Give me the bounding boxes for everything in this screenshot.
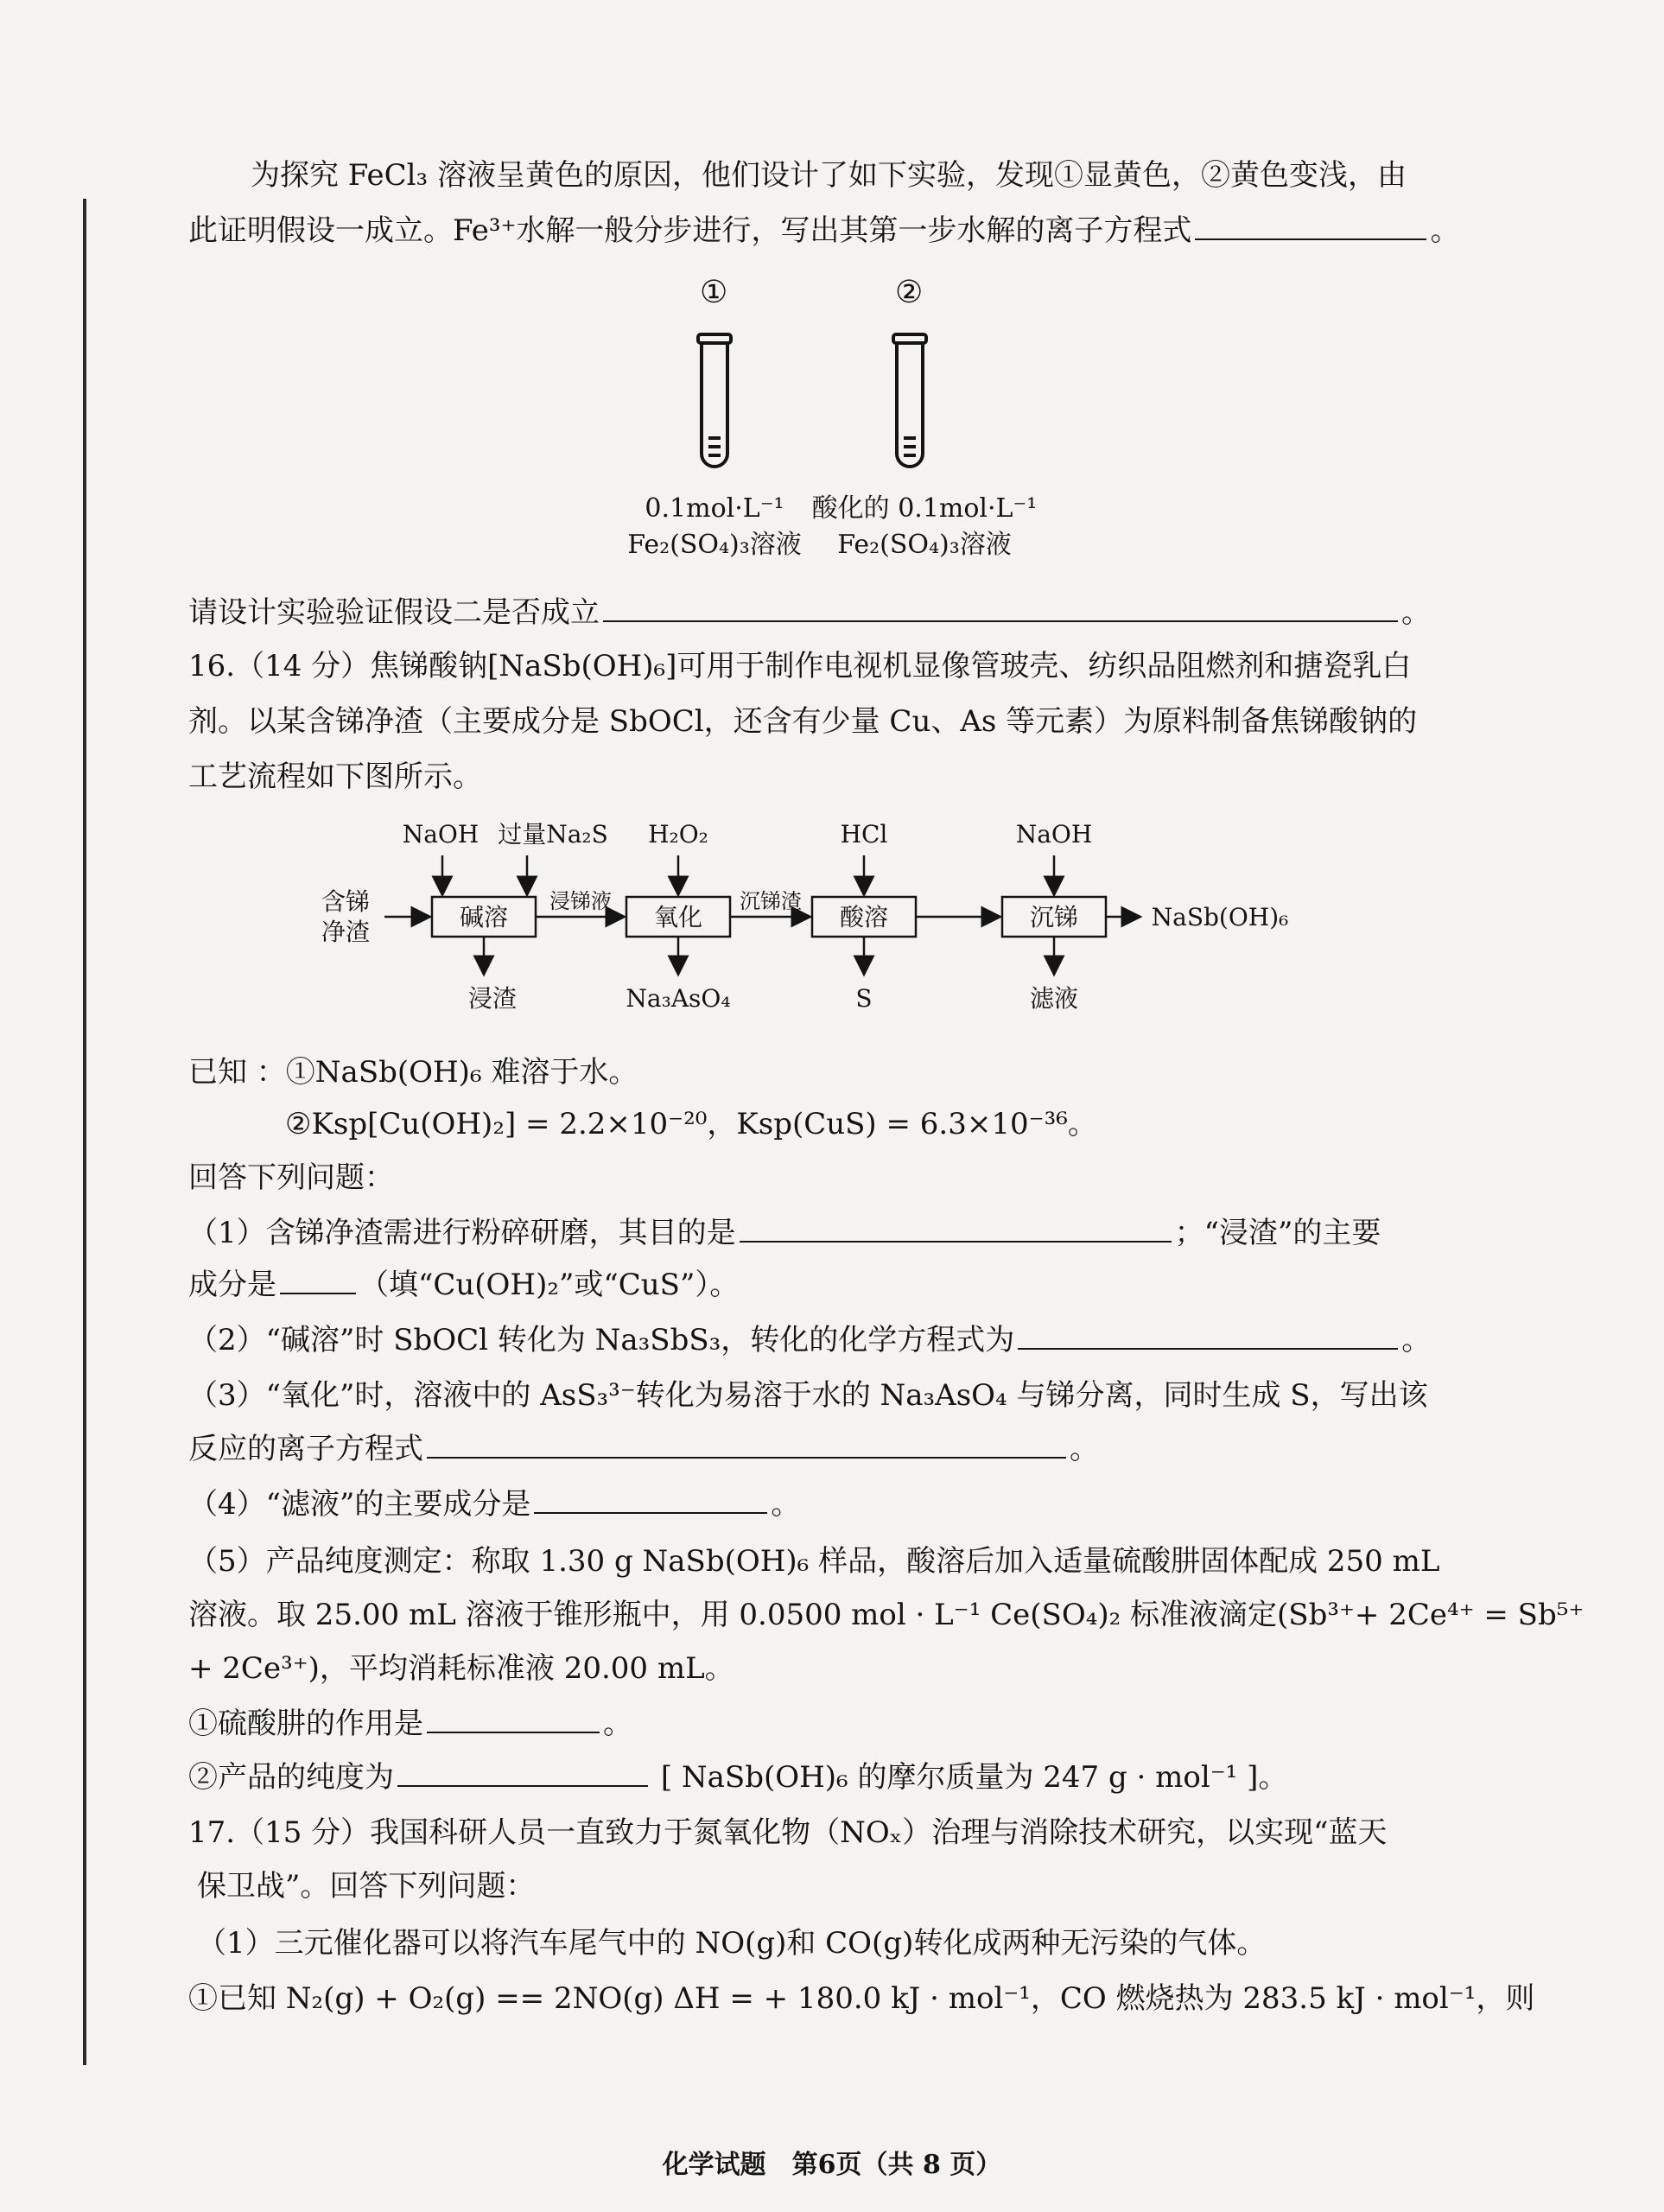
flow-output-3: S [855,984,873,1013]
tube-1-concentration: 0.1mol·L⁻¹ [645,493,784,524]
q16-line-2: 剂。以某含锑净渣（主要成分是 SbOCl，还含有少量 Cu、As 等元素）为原料制备焦锑酸钠的 [188,704,1418,739]
flow-start-1: 含锑 [321,887,371,916]
tube-1-solution: Fe₂(SO₄)₃溶液 [627,530,802,560]
q16-part-1-line-1 [188,1213,1381,1253]
answer-blank[interactable] [534,1486,767,1514]
q17-line-2: 保卫战”。回答下列问题： [197,1869,536,1904]
answer-blank[interactable] [280,1267,356,1294]
answer-blank[interactable] [1018,1322,1398,1350]
q17-line-1: 17.（15 分）我国科研人员一直致力于氮氧化物（NOₓ）治理与消除技术研究，以实现“蓝天 [188,1815,1388,1850]
q16-part-1-line-2 [188,1265,739,1305]
q16-part-4: （4）“滤液”的主要成分是 。 [188,1487,801,1522]
q16-p5-sub2-text: ②产品的纯度为 [188,1760,394,1795]
answer-blank[interactable] [1195,213,1426,240]
flow-input-h2o2: H₂O₂ [648,820,708,849]
q15-verify-text: 请设计实验验证假设二是否成立 [188,595,600,630]
flow-output-1: 浸渣 [467,984,518,1013]
answer-blank[interactable] [603,594,1398,622]
flow-input-na2s: 过量Na₂S [498,820,608,849]
q16-part-3-line-2: 反应的离子方程式 。 [188,1432,1099,1466]
tube-1-mark: ① [700,275,728,310]
q16-part-5-line-1: （5）产品纯度测定：称取 1.30 g NaSb(OH)₆ 样品，酸溶后加入适量硫酸肼固体配成 250 mL [188,1544,1440,1579]
q16-p1-text-a: （1）含锑净渣需进行粉碎研磨，其目的是 [188,1216,736,1250]
flow-step-3: 酸溶 [839,903,889,931]
q16-p4-text: （4）“滤液”的主要成分是 [188,1487,531,1522]
q16-p1-text-d: （填“Cu(OH)₂”或“CuS”）。 [359,1268,740,1302]
q16-p3-text: 反应的离子方程式 [188,1432,423,1466]
test-tube-1 [698,334,731,467]
q15-text-line-2-text: 此证明假设一成立。Fe³⁺水解一般分步进行，写出其第一步水解的离子方程式 [188,213,1192,248]
flow-input-hcl: HCl [840,820,888,849]
q16-known-2: ②Ksp[Cu(OH)₂] = 2.2×10⁻²⁰，Ksp(CuS) = 6.3×10⁻³⁶。 [285,1107,1097,1141]
q16-answer-intro: 回答下列问题： [188,1160,394,1195]
tube-2-mark: ② [895,275,924,310]
flow-step-1: 碱溶 [459,903,509,931]
flow-input-naoh-2: NaOH [1015,820,1093,849]
flow-step-2: 氧化 [653,903,703,931]
process-flow-diagram [311,812,1331,1028]
page-footer: 化学试题 第6页（共 8 页） [662,2150,1002,2180]
flow-link-2: 沉锑渣 [740,889,802,913]
flow-output-2: Na₃AsO₄ [626,984,731,1013]
flow-input-naoh-1: NaOH [402,820,480,849]
tube-2-solution: Fe₂(SO₄)₃溶液 [837,530,1012,560]
q16-part-5-sub-2 [188,1758,1287,1797]
q15-verify-line: 请设计实验验证假设二是否成立 。 [188,595,1431,630]
q16-known-1: 已知 ：①NaSb(OH)₆ 难溶于水。 [188,1055,638,1090]
q16-part-5-sub-1: ①硫酸肼的作用是 。 [188,1707,632,1741]
answer-blank[interactable] [740,1215,1172,1243]
q16-p5-sub2-note: [ NaSb(OH)₆ 的摩尔质量为 247 g · mol⁻¹ ]。 [660,1760,1288,1795]
flow-start-2: 净渣 [321,918,371,946]
q16-p2-text: （2）“碱溶”时 SbOCl 转化为 Na₃SbS₃，转化的化学方程式为 [188,1323,1015,1357]
flow-step-4: 沉锑 [1029,903,1079,931]
flow-link-1: 浸锑液 [549,889,612,913]
q17-line-4: ①已知 N₂(g) + O₂(g) == 2NO(g) ΔH = + 180.0 kJ · mol⁻¹，CO 燃烧热为 283.5 kJ · mol⁻¹，则 [188,1981,1535,2016]
q16-part-2: （2）“碱溶”时 SbOCl 转化为 Na₃SbS₃，转化的化学方程式为 。 [188,1323,1432,1357]
flow-product: NaSb(OH)₆ [1151,903,1289,931]
q16-part-5-line-3: + 2Ce³⁺)，平均消耗标准液 20.00 mL。 [188,1651,734,1686]
q16-part-5-line-2: 溶液。取 25.00 mL 溶液于锥形瓶中，用 0.0500 mol · L⁻¹ Ce(SO₄)₂ 标准液滴定(Sb³⁺+ 2Ce⁴⁺ = Sb⁵⁺ [188,1598,1585,1632]
test-tubes-figure [683,333,942,488]
answer-blank[interactable] [427,1431,1066,1459]
tube-2-concentration: 酸化的 0.1mol·L⁻¹ [811,493,1038,524]
answer-blank[interactable] [427,1706,600,1733]
q17-line-3: （1）三元催化器可以将汽车尾气中的 NO(g)和 CO(g)转化成两种无污染的气体。 [197,1926,1267,1961]
test-tube-2 [893,334,926,467]
q15-text-line-2: 此证明假设一成立。Fe³⁺水解一般分步进行，写出其第一步水解的离子方程式 。 [188,213,1460,248]
answer-blank[interactable] [397,1759,648,1787]
q16-p1-text-c: 成分是 [188,1268,276,1302]
q16-line-3: 工艺流程如下图所示。 [188,760,482,794]
q15-text-line-1: 为探究 FeCl₃ 溶液呈黄色的原因，他们设计了如下实验，发现①显黄色，②黄色变浅，由 [251,158,1407,193]
q16-p5-sub1-text: ①硫酸肼的作用是 [188,1707,423,1741]
q16-part-3-line-1: （3）“氧化”时，溶液中的 AsS₃³⁻转化为易溶于水的 Na₃AsO₄ 与锑分离，同时生成 S，写出该 [188,1378,1428,1413]
q16-p1-text-b: ；“浸渣”的主要 [1174,1216,1381,1250]
q16-line-1: 16.（14 分）焦锑酸钠[NaSb(OH)₆]可用于制作电视机显像管玻壳、纺织品阻燃剂和搪瓷乳白 [188,649,1412,683]
binding-margin-line [83,199,86,2065]
flow-output-4: 滤液 [1029,984,1079,1013]
